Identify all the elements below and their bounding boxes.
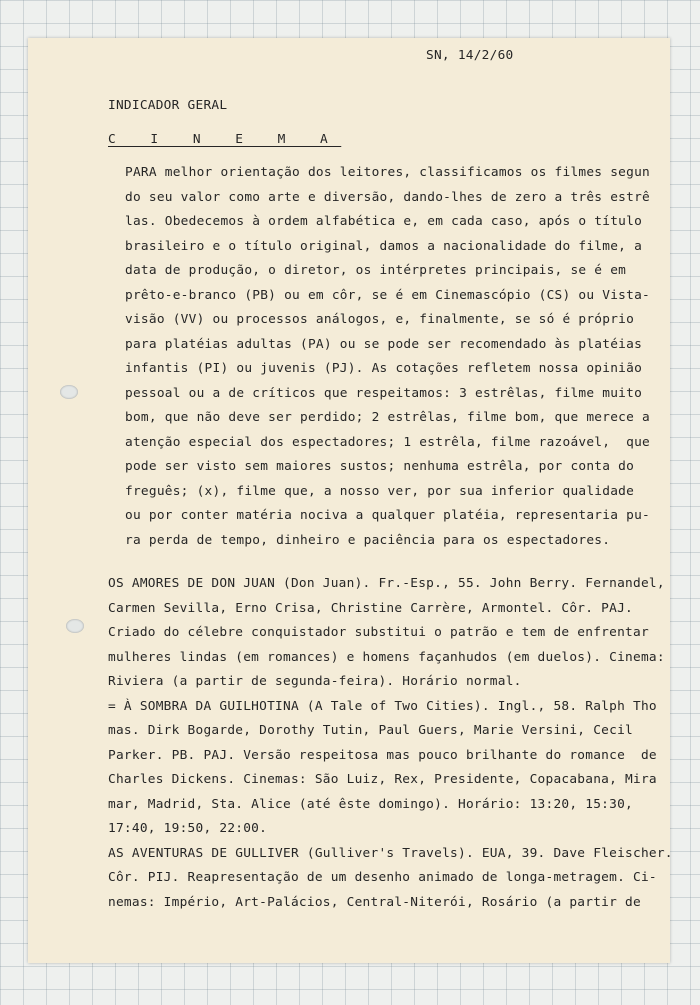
text-line: las. Obedecemos à ordem alfabética e, em cada caso, após o título: [125, 214, 643, 229]
review-line: Charles Dickens. Cinemas: São Luiz, Rex, Presidente, Copacabana, Mira: [108, 772, 657, 787]
text-line: atenção especial dos espectadores; 1 estrêla, filme razoável, que: [125, 434, 650, 450]
text-line: pode ser visto sem maiores sustos; nenhuma estrêla, por conta do: [125, 459, 635, 474]
punch-hole: [60, 385, 78, 399]
review-line: mulheres lindas (em romances) e homens façanhudos (em duelos). Cinema:: [108, 649, 665, 665]
text-line: data de produção, o diretor, os intérpretes principais, se é em: [125, 263, 627, 278]
review-line: Carmen Sevilla, Erno Crisa, Christine Carrère, Armontel. Côr. PAJ.: [108, 600, 633, 616]
review-line: Côr. PIJ. Reapresentação de um desenho animado de longa-metragem. Ci-: [108, 870, 657, 885]
text-line: brasileiro e o título original, damos a nacionalidade do filme, a: [125, 238, 643, 254]
review-line: Criado do célebre conquistador substitui o patrão e tem de enfrentar: [108, 625, 649, 640]
date-reference: SN, 14/2/60: [426, 48, 514, 63]
review-line: nemas: Império, Art-Palácios, Central-Niterói, Rosário (a partir de: [108, 894, 641, 910]
text-line: infantis (PI) ou juvenis (PJ). As cotações refletem nossa opinião: [125, 361, 643, 376]
text-line: PARA melhor orientação dos leitores, classificamos os filmes segun: [125, 165, 650, 180]
section-heading: INDICADOR GERAL: [108, 98, 228, 113]
review-line: OS AMORES DE DON JUAN (Don Juan). Fr.-Esp., 55. John Berry. Fernandel,: [108, 576, 665, 591]
review-line: Parker. PB. PAJ. Versão respeitosa mas pouco brilhante do romance de: [108, 747, 657, 763]
review-line: 17:40, 19:50, 22:00.: [108, 821, 268, 836]
text-line: visão (VV) ou processos análogos, e, finalmente, se só é próprio: [125, 312, 635, 327]
punch-hole: [66, 619, 84, 633]
review-line: Riviera (a partir de segunda-feira). Horário normal.: [108, 674, 522, 689]
text-line: do seu valor como arte e diversão, dando-lhes de zero a três estrê: [125, 189, 650, 205]
text-line: prêto-e-branco (PB) ou em côr, se é em Cinemascópio (CS) ou Vista-: [125, 287, 650, 303]
text-line: pessoal ou a de críticos que respeitamos: 3 estrêlas, filme muito: [125, 385, 643, 401]
text-line: ou por conter matéria nociva a qualquer platéia, representaria pu-: [125, 508, 650, 523]
review-line: = À SOMBRA DA GUILHOTINA (A Tale of Two Cities). Ingl., 58. Ralph Tho: [108, 698, 657, 714]
review-line: AS AVENTURAS DE GULLIVER (Gulliver's Travels). EUA, 39. Dave Fleischer.: [108, 845, 673, 861]
page-title: C I N E M A: [108, 132, 342, 147]
text-line: freguês; (x), filme que, a nosso ver, por sua inferior qualidade: [125, 483, 635, 499]
text-line: bom, que não deve ser perdido; 2 estrêlas, filme bom, que merece a: [125, 410, 650, 425]
text-line: para platéias adultas (PA) ou se pode ser recomendado às platéias: [125, 336, 643, 352]
review-line: mas. Dirk Bogarde, Dorothy Tutin, Paul Guers, Marie Versini, Cecil: [108, 723, 633, 738]
text-line: ra perda de tempo, dinheiro e paciência para os espectadores.: [125, 532, 611, 548]
review-line: mar, Madrid, Sta. Alice (até êste domingo). Horário: 13:20, 15:30,: [108, 796, 633, 812]
